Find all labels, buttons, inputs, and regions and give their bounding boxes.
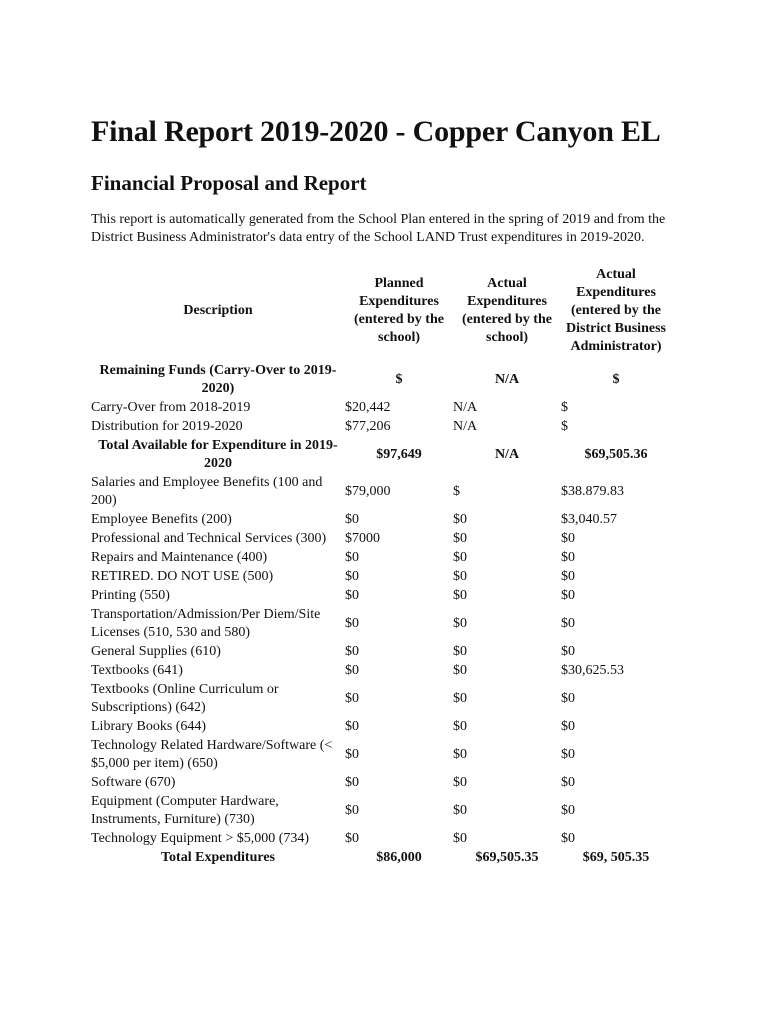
row-actual-admin: $0 <box>561 719 575 734</box>
row-actual-school: $69,505.35 <box>475 850 539 865</box>
row-planned: $0 <box>345 691 359 706</box>
row-actual-school: $0 <box>453 512 467 527</box>
page-title: Final Report 2019-2020 - Copper Canyon EL <box>91 115 661 148</box>
table-row <box>91 587 671 606</box>
row-label: Technology Related Hardware/Software (< $5,000 per item) (650) <box>91 738 333 771</box>
row-planned: $0 <box>345 569 359 584</box>
row-planned: $ <box>395 372 403 387</box>
table-row <box>91 793 671 830</box>
row-actual-admin: $0 <box>561 550 575 565</box>
row-label: Library Books (644) <box>91 719 207 734</box>
row-actual-admin: $0 <box>561 616 575 631</box>
row-label: Salaries and Employee Benefits (100 and 200) <box>91 475 323 508</box>
table-row <box>91 474 671 511</box>
row-actual-admin: $ <box>612 372 620 387</box>
table-row <box>91 774 671 793</box>
row-actual-admin: $0 <box>561 569 575 584</box>
total-available-row <box>91 437 671 474</box>
row-label: Printing (550) <box>91 588 170 603</box>
row-actual-admin: $30,625.53 <box>561 663 624 678</box>
row-planned: $0 <box>345 644 359 659</box>
expenditure-table <box>91 266 671 868</box>
row-actual-school: $0 <box>453 569 467 584</box>
row-actual-admin: $ <box>561 400 568 415</box>
distribution-row <box>91 418 671 437</box>
row-actual-school: $0 <box>453 747 467 762</box>
row-planned: $0 <box>345 550 359 565</box>
report-page <box>91 112 691 868</box>
row-planned: $0 <box>345 663 359 678</box>
row-label: RETIRED. DO NOT USE (500) <box>91 569 274 584</box>
row-planned: $0 <box>345 747 359 762</box>
row-actual-school: N/A <box>494 447 520 462</box>
row-label: Carry-Over from 2018-2019 <box>91 400 251 415</box>
row-label: Textbooks (641) <box>91 663 183 678</box>
table-header-row <box>91 266 671 362</box>
row-label: Equipment (Computer Hardware, Instruments, Furniture) (730) <box>91 794 279 827</box>
row-actual-admin: $3,040.57 <box>561 512 617 527</box>
row-label: Distribution for 2019-2020 <box>91 419 243 434</box>
table-row <box>91 830 671 849</box>
row-actual-school: $0 <box>453 691 467 706</box>
row-planned: $20,442 <box>345 400 391 415</box>
row-actual-admin: $0 <box>561 531 575 546</box>
header-actual-school: Actual Expenditures (entered by the school) <box>462 276 552 345</box>
row-actual-admin: $38.879.83 <box>561 484 624 499</box>
row-label: Technology Equipment > $5,000 (734) <box>91 831 310 846</box>
row-label: Textbooks (Online Curriculum or Subscriptions) (642) <box>91 682 279 715</box>
row-actual-admin: $0 <box>561 588 575 603</box>
row-label: Professional and Technical Services (300) <box>91 531 327 546</box>
header-planned: Planned Expenditures (entered by the school) <box>354 276 444 345</box>
row-label: Total Available for Expenditure in 2019-2020 <box>98 438 338 471</box>
row-planned: $86,000 <box>376 850 422 865</box>
table-row <box>91 530 671 549</box>
row-actual-school: $0 <box>453 588 467 603</box>
row-label: Transportation/Admission/Per Diem/Site Licenses (510, 530 and 580) <box>91 607 321 640</box>
row-actual-school: $0 <box>453 803 467 818</box>
row-planned: $0 <box>345 803 359 818</box>
table-row <box>91 549 671 568</box>
row-actual-admin: $0 <box>561 644 575 659</box>
row-planned: $97,649 <box>376 447 422 462</box>
row-actual-school: N/A <box>453 419 478 434</box>
row-actual-admin: $0 <box>561 803 575 818</box>
row-label: Total Expenditures <box>161 850 275 865</box>
row-actual-admin: $ <box>561 419 568 434</box>
carryover-row <box>91 399 671 418</box>
total-expenditures-row <box>91 849 671 868</box>
row-actual-admin: $69, 505.35 <box>582 850 650 865</box>
header-actual-admin: Actual Expenditures (entered by the District Business Administrator) <box>566 267 666 354</box>
row-planned: $0 <box>345 775 359 790</box>
row-actual-school: $0 <box>453 719 467 734</box>
row-actual-school: $0 <box>453 775 467 790</box>
table-row <box>91 606 671 643</box>
row-label: Software (670) <box>91 775 176 790</box>
row-planned: $0 <box>345 588 359 603</box>
row-planned: $79,000 <box>345 484 391 499</box>
row-actual-school: $0 <box>453 531 467 546</box>
row-actual-school: N/A <box>494 372 520 387</box>
row-actual-school: $0 <box>453 831 467 846</box>
row-actual-school: $0 <box>453 644 467 659</box>
row-actual-school: N/A <box>453 400 478 415</box>
remaining-funds-row <box>91 362 671 399</box>
row-actual-school: $0 <box>453 663 467 678</box>
row-planned: $7000 <box>345 531 380 546</box>
row-actual-school: $0 <box>453 616 467 631</box>
table-row <box>91 737 671 774</box>
row-actual-admin: $0 <box>561 775 575 790</box>
intro-paragraph: This report is automatically generated from the School Plan entered in the spring of 2019 and from the District Business Administrator's data entry of the School LAND Trust expenditures in 2019-2020. <box>91 212 666 245</box>
row-planned: $0 <box>345 831 359 846</box>
row-actual-school: $0 <box>453 550 467 565</box>
row-planned: $77,206 <box>345 419 391 434</box>
table-row <box>91 681 671 718</box>
table-row <box>91 511 671 530</box>
row-label: General Supplies (610) <box>91 644 221 659</box>
table-row <box>91 568 671 587</box>
row-actual-admin: $0 <box>561 831 575 846</box>
row-label: Employee Benefits (200) <box>91 512 232 527</box>
row-actual-admin: $69,505.36 <box>584 447 648 462</box>
row-planned: $0 <box>345 616 359 631</box>
row-planned: $0 <box>345 512 359 527</box>
row-actual-admin: $0 <box>561 691 575 706</box>
row-actual-admin: $0 <box>561 747 575 762</box>
row-label: Repairs and Maintenance (400) <box>91 550 268 565</box>
row-label: Remaining Funds (Carry-Over to 2019-2020) <box>99 363 337 396</box>
row-planned: $0 <box>345 719 359 734</box>
header-description: Description <box>183 303 253 318</box>
section-title: Financial Proposal and Report <box>91 171 367 195</box>
table-row <box>91 662 671 681</box>
table-row <box>91 643 671 662</box>
table-row <box>91 718 671 737</box>
row-actual-school: $ <box>453 484 460 499</box>
